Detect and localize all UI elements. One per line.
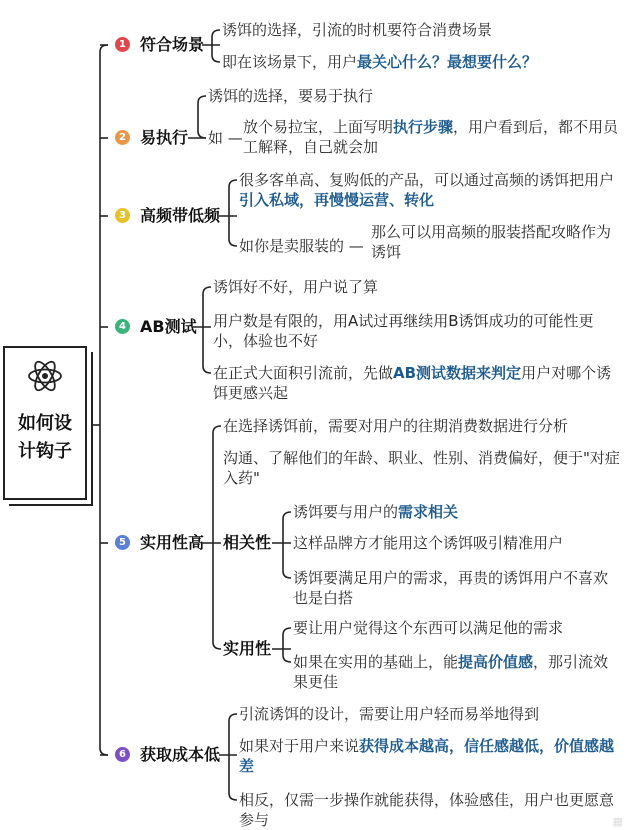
leaf-node[interactable] <box>371 222 622 262</box>
node-text: 用户对哪个诱饵更感兴起 <box>213 364 612 402</box>
example-label-text: 如 <box>208 129 224 147</box>
highlight-text: AB测试数据来判定 <box>393 364 522 382</box>
connector-line <box>100 45 108 755</box>
root-node[interactable] <box>3 346 87 500</box>
leaf-node[interactable] <box>223 448 622 488</box>
node-text: ，那引流效果更佳 <box>293 653 609 691</box>
connector-line <box>213 426 221 649</box>
number-badge-5: 5 <box>115 535 130 550</box>
highlight-text: 需求相关 <box>398 503 459 521</box>
node-text: 要让用户觉得这个东西可以满足他的需求 <box>293 619 564 637</box>
node-text: 在正式大面积引流前，先做 <box>213 364 394 382</box>
sub-branch-label[interactable]: 实用性 <box>223 639 272 658</box>
leaf-node[interactable] <box>223 416 622 436</box>
node-text: 沟通、了解他们的年龄、职业、性别、消费偏好，便于"对症入药" <box>223 449 620 487</box>
node-text: 如果在实用的基础上，能 <box>293 653 459 671</box>
leaf-node[interactable] <box>293 568 622 608</box>
highlight-text: 引入私域，再慢慢运营、转化 <box>239 191 435 209</box>
highlight-text: 获得成本越高，信任感越低，价值感越差 <box>239 737 615 775</box>
leaf-node[interactable] <box>293 533 622 553</box>
node-text: 诱饵的选择，引流的时机要符合消费场景 <box>222 21 493 39</box>
number-badge-2: 2 <box>115 130 130 145</box>
node-text: 诱饵要满足用户的需求，再贵的诱饵用户不喜欢也是白搭 <box>293 569 609 607</box>
leaf-node[interactable] <box>293 618 622 638</box>
node-text: 诱饵要与用户的 <box>293 503 399 521</box>
root-title: 如何设计钩子 <box>18 413 72 462</box>
branch-label[interactable]: 获取成本低 <box>140 745 221 764</box>
leaf-node[interactable] <box>243 117 622 157</box>
connector-line <box>203 287 211 373</box>
connector-line <box>283 628 291 662</box>
node-text: 这样品牌方才能用这个诱饵吸引精准用户 <box>293 534 564 552</box>
leaf-node[interactable] <box>222 20 622 40</box>
branch-label[interactable]: AB测试 <box>140 317 197 336</box>
leaf-node[interactable] <box>213 277 622 297</box>
leaf-node[interactable] <box>213 311 622 351</box>
atom-icon <box>27 356 63 396</box>
leaf-node[interactable] <box>213 363 622 403</box>
watermark: ▦ <box>612 815 623 828</box>
node-text: 如果对于用户来说 <box>239 737 360 755</box>
node-text: 在选择诱饵前，需要对用户的往期消费数据进行分析 <box>223 417 569 435</box>
leaf-node[interactable] <box>239 170 622 210</box>
sub-branch-label[interactable]: 相关性 <box>223 533 272 552</box>
highlight-text: 最关心什么？最想要什么？ <box>357 53 538 71</box>
number-badge-3: 3 <box>115 208 130 223</box>
branch-label[interactable]: 高频带低频 <box>140 206 221 225</box>
connector-line <box>212 30 220 62</box>
highlight-text: 提高价值感 <box>458 653 534 671</box>
number-badge-4: 4 <box>115 319 130 334</box>
connector-line <box>283 512 291 578</box>
leaf-node[interactable] <box>239 704 622 724</box>
connector-line <box>229 180 237 246</box>
example-label: 如你是卖服装的 — <box>239 237 364 255</box>
branch-label[interactable]: 实用性高 <box>140 533 205 552</box>
example-label: 如 — <box>208 129 243 147</box>
node-text: 即在该场景下，用户 <box>222 53 358 71</box>
highlight-text: 执行步骤 <box>393 118 454 136</box>
node-text: 很多客单高、复购低的产品，可以通过高频的诱饵把用户 <box>239 171 615 189</box>
node-text: 放个易拉宝，上面写明 <box>243 118 394 136</box>
number-badge-6: 6 <box>115 747 130 762</box>
leaf-node[interactable] <box>293 502 622 522</box>
leaf-node[interactable] <box>208 86 622 106</box>
connector-line <box>229 714 237 800</box>
example-label-text: 如你是卖服装的 <box>239 237 345 255</box>
node-text: 用户数是有限的，用A试过再继续用B诱饵成功的可能性更小，体验也不好 <box>213 312 594 350</box>
node-text: ，用户看到后，都不用员工解释，自己就会加 <box>243 118 619 156</box>
node-text: 引流诱饵的设计，需要让用户轻而易举地得到 <box>239 705 540 723</box>
leaf-node[interactable] <box>239 790 622 830</box>
branch-label[interactable]: 易执行 <box>140 128 189 147</box>
branch-label[interactable]: 符合场景 <box>140 35 205 54</box>
connector-line <box>198 96 206 138</box>
node-text: 诱饵好不好，用户说了算 <box>213 278 379 296</box>
leaf-node[interactable] <box>222 52 622 72</box>
node-text: 诱饵的选择，要易于执行 <box>208 87 374 105</box>
node-text: 那么可以用高频的服装搭配攻略作为诱饵 <box>371 223 612 261</box>
node-text: 相反，仅需一步操作就能获得，体验感佳，用户也更愿意参与 <box>239 791 615 829</box>
leaf-node[interactable] <box>239 736 622 776</box>
leaf-node[interactable] <box>293 652 622 692</box>
number-badge-1: 1 <box>115 37 130 52</box>
